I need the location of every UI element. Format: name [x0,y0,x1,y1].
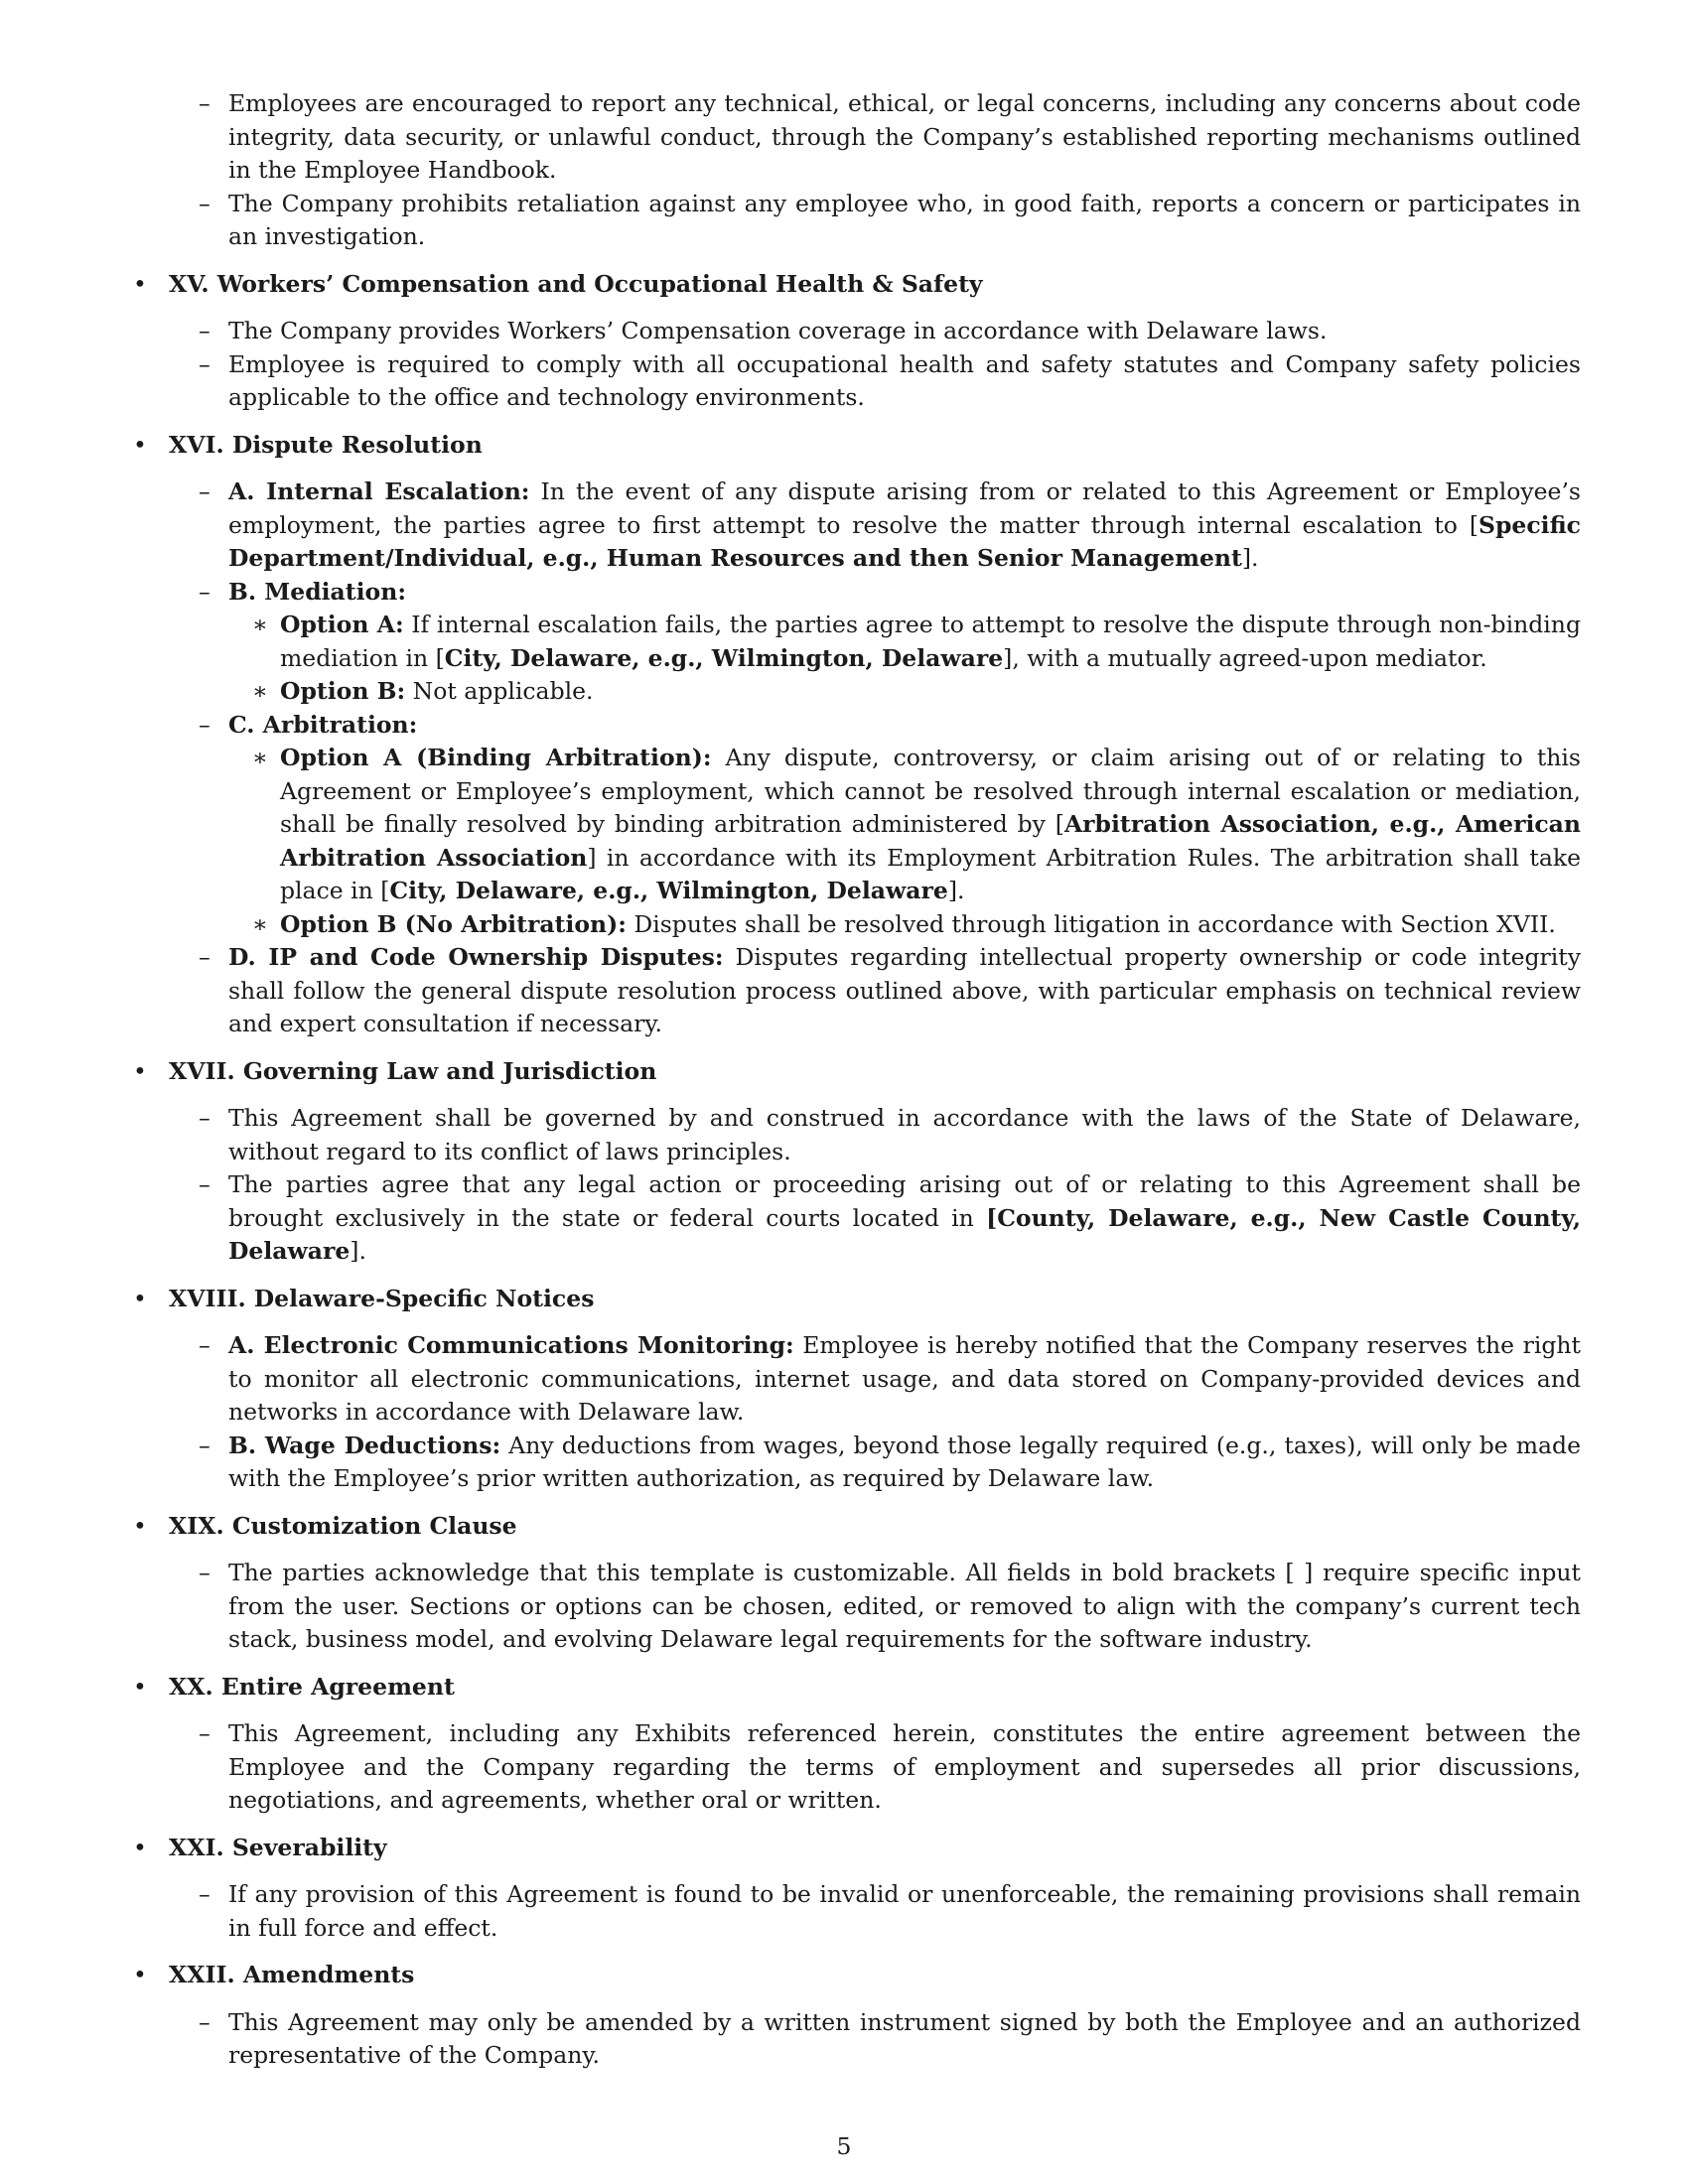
bullet-icon: • [133,269,147,298]
bold-text: City, Delaware, e.g., Wilmington, Delaware [389,877,948,904]
body-text: Disputes regarding intellectual property ownership or code integrity shall follow the general dispute resolution process outlined above, with particular emphasis on technical review and expert consultation if necessary. [228,943,1581,1037]
bold-text: Option A (Binding Arbitration): [280,744,712,771]
list-item [199,348,1581,415]
document-page [131,87,1581,2073]
body-text: In the event of any dispute arising from or related to this Agreement or Employee’s employment, the parties agree to first attempt to resolve the matter through internal escalation to [ [228,478,1581,539]
dash-icon: – [199,710,211,739]
option-list [228,742,1581,941]
list-item [199,1168,1581,1269]
section-heading: XVII. Governing Law and Jurisdiction [169,1056,657,1085]
list-item [199,87,1581,188]
dash-icon: – [199,89,211,117]
section-items [169,476,1581,1041]
section-xv [131,268,1581,415]
body-text: The Company prohibits retaliation against any employee who, in good faith, reports a concern or participates in an investigation. [228,189,1581,250]
section-xx [131,1671,1581,1818]
bullet-icon: • [133,430,147,459]
body-text: Employee is required to comply with all occupational health and safety statutes and Company safety policies applicable to the office and technology environments. [228,349,1581,411]
section-xxii [131,1959,1581,2073]
dash-icon: – [199,1880,211,1908]
list-item [199,1878,1581,1945]
bold-text: C. Arbitration: [228,710,418,739]
section-xiv-cont [131,87,1581,254]
dash-icon: – [199,1719,211,1747]
body-text: If any provision of this Agreement is found to be invalid or unenforceable, the remaining provisions shall remain in full force and effect. [228,1880,1581,1942]
body-text: This Agreement, including any Exhibits referenced herein, constitutes the entire agreement between the Employee and the Company regarding the terms of employment and supersedes all prior discussions, negotiations, and agreements, whether oral or written. [228,1719,1581,1814]
body-text: Employees are encouraged to report any technical, ethical, or legal concerns, including any concerns about code integrity, data security, or unlawful conduct, through the Company’s established reporting mechanisms outlined in the Employee Handbook. [228,89,1581,184]
bullet-icon: • [133,1961,147,1988]
dash-icon: – [199,189,211,217]
dash-icon: – [199,1431,211,1459]
option-item [252,908,1581,942]
body-text: Employee is hereby notified that the Company reserves the right to monitor all electronic communications, internet usage, and data stored on Company-provided devices and networks in accordance with Delaware law. [228,1331,1581,1426]
section-heading: XX. Entire Agreement [169,1672,455,1701]
list-item [199,1430,1581,1496]
list-item [199,1557,1581,1657]
bold-text: Option B (No Arbitration): [280,909,627,938]
section-heading: XXII. Amendments [169,1961,415,1988]
option-item [252,675,1581,709]
section-xix [131,1510,1581,1657]
section-items [169,1329,1581,1496]
body-text: Any dispute, controversy, or claim arising out of or relating to this Agreement or Employee’s employment, which cannot be resolved through internal escalation or mediation, shall be finally resolved by binding arbitration administered by [ [280,744,1581,838]
dash-icon: – [199,1104,211,1132]
section-items [169,87,1581,254]
asterisk-icon: ∗ [252,677,268,705]
bold-text: D. IP and Code Ownership Disputes: [228,943,724,971]
bullet-icon: • [133,1056,147,1085]
bullet-icon: • [133,1672,147,1701]
section-xxi [131,1832,1581,1946]
list-item [199,709,1581,942]
section-xviii [131,1283,1581,1496]
list-item [199,576,1581,709]
bold-text: Arbitration Association, e.g., American Arbitration Association [280,810,1581,872]
bold-text: Specific Department/Individual, e.g., Human Resources and then Senior Management [228,510,1581,572]
bold-text: A. Electronic Communications Monitoring: [228,1331,794,1359]
list-item [199,1102,1581,1168]
dash-icon: – [199,317,211,344]
body-text: The parties acknowledge that this template is customizable. All fields in bold brackets [ ] require specific input from the user. Sections or options can be chosen, edited, or removed to align with the company’s current tech stack, business model, and evolving Delaware legal requirements for the software industry. [228,1559,1581,1653]
section-heading: XXI. Severability [169,1833,387,1861]
dash-icon: – [199,478,211,505]
option-item [252,609,1581,675]
body-text: ]. [350,1237,366,1265]
asterisk-icon: ∗ [252,744,268,771]
body-text: ]. [1241,544,1259,572]
bullet-icon: • [133,1833,147,1861]
section-heading: XVI. Dispute Resolution [169,430,483,459]
bold-text: Option A: [280,611,404,638]
section-items [169,1557,1581,1657]
asterisk-icon: ∗ [252,611,268,638]
body-text: ], with a mutually agreed-upon mediator. [1003,643,1487,672]
bullet-icon: • [133,1511,147,1540]
bold-text: A. Internal Escalation: [228,478,530,505]
section-heading: XV. Workers’ Compensation and Occupational Health & Safety [169,269,983,298]
section-items [169,1878,1581,1945]
body-text: Any deductions from wages, beyond those legally required (e.g., taxes), will only be made with the Employee’s prior written authorization, as required by Delaware law. [228,1431,1581,1492]
bold-text: City, Delaware, e.g., Wilmington, Delaware [444,643,1004,672]
section-items [169,1102,1581,1269]
dash-icon: – [199,1170,211,1198]
section-items [169,1717,1581,1818]
list-item [199,941,1581,1041]
section-heading: XIX. Customization Clause [169,1511,517,1540]
body-text: Disputes shall be resolved through litigation in accordance with Section XVII. [626,909,1556,938]
list-item [199,188,1581,254]
dash-icon: – [199,1331,211,1359]
dash-icon: – [199,1559,211,1586]
dash-icon: – [199,577,211,606]
bold-text: [County, Delaware, e.g., New Castle County, Delaware [228,1203,1581,1265]
list-item [199,1329,1581,1430]
section-heading: XVIII. Delaware-Specific Notices [169,1284,595,1312]
section-xvii [131,1055,1581,1269]
dash-icon: – [199,2007,211,2036]
bold-text: B. Mediation: [228,577,406,606]
bold-text: Option B: [280,677,406,705]
body-text: If internal escalation fails, the parties agree to attempt to resolve the dispute through non-binding mediation in [ [280,611,1581,672]
body-text: The parties agree that any legal action or proceeding arising out of or relating to this Agreement shall be brought exclusively in the state or federal courts located in [228,1170,1581,1232]
body-text: The Company provides Workers’ Compensation coverage in accordance with Delaware laws. [228,317,1328,344]
dash-icon: – [199,349,211,378]
body-text: This Agreement shall be governed by and construed in accordance with the laws of the State of Delaware, without regard to its conflict of laws principles. [228,1104,1581,1165]
body-text: Not applicable. [405,677,594,705]
section-xvi [131,429,1581,1041]
dash-icon: – [199,943,211,971]
list-item [199,1717,1581,1818]
bullet-icon: • [133,1284,147,1312]
page-number: 5 [836,2132,852,2160]
option-list [228,609,1581,709]
body-text: ] in accordance with its Employment Arbitration Rules. The arbitration shall take place in [ [280,843,1581,904]
list-item [199,315,1581,348]
list-item [199,2006,1581,2073]
bold-text: B. Wage Deductions: [228,1431,501,1459]
list-item [199,476,1581,576]
option-item [252,742,1581,908]
asterisk-icon: ∗ [252,909,268,938]
section-items [169,315,1581,415]
body-text: This Agreement may only be amended by a written instrument signed by both the Employee and an authorized representative of the Company. [228,2007,1581,2069]
section-items [169,2006,1581,2073]
body-text: ]. [947,877,965,904]
